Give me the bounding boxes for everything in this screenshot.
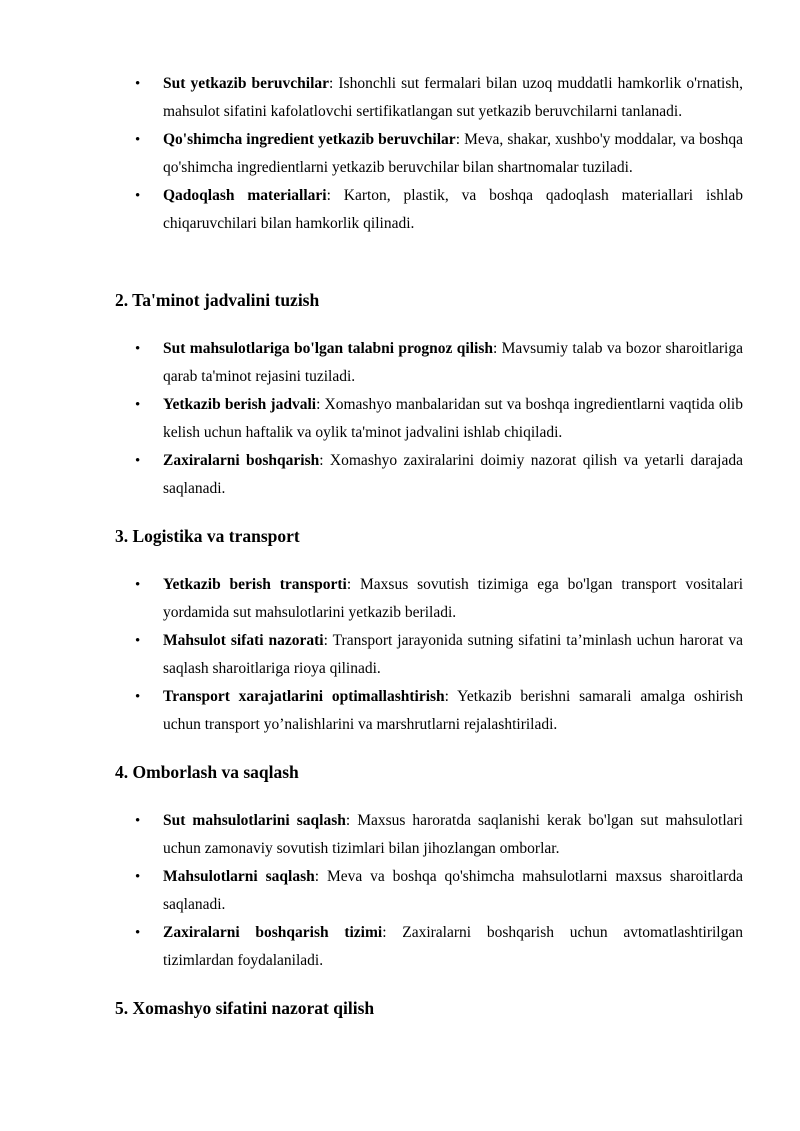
list-item-term: Qo'shimcha ingredient yetkazib beruvchilar <box>163 131 456 148</box>
list-item <box>135 391 743 447</box>
bullet-icon: • <box>135 188 141 204</box>
list-item <box>135 447 743 503</box>
bullet-icon: • <box>135 453 141 469</box>
list-item-text: : Transport jarayonida sutning sifatini ta’minlash uchun harorat va saqlash sharoitlariga rioya qilinadi. <box>163 632 743 677</box>
bullet-icon: • <box>135 689 141 705</box>
list-item-term: Qadoqlash materiallari <box>163 187 327 204</box>
list-item-term: Sut mahsulotlarini saqlash <box>163 812 346 829</box>
bullet-icon: • <box>135 76 141 92</box>
section-heading-2: 2. Ta'minot jadvalini tuzish <box>115 290 320 310</box>
list-item-text: : Maxsus sovutish tizimiga ega bo'lgan transport vositalari yordamida sut mahsulotlarini yetkazib beriladi. <box>163 576 743 621</box>
section-heading-3: 3. Logistika va transport <box>115 526 300 546</box>
list-item <box>135 627 743 683</box>
bullet-icon: • <box>135 869 141 885</box>
list-item-term: Mahsulotlarni saqlash <box>163 868 315 885</box>
bullet-icon: • <box>135 132 141 148</box>
supply-schedule-list <box>135 335 743 503</box>
list-item-term: Yetkazib berish jadvali <box>163 396 317 413</box>
list-item-text: : Mavsumiy talab va bozor sharoitlariga qarab ta'minot rejasini tuziladi. <box>163 340 743 385</box>
bullet-icon: • <box>135 925 141 941</box>
list-item-text: : Zaxiralarni boshqarish uchun avtomatlashtirilgan tizimlardan foydalaniladi. <box>163 924 743 969</box>
list-item <box>135 335 743 391</box>
list-item <box>135 919 743 975</box>
logistics-list <box>135 571 743 739</box>
list-item-term: Sut yetkazib beruvchilar <box>163 75 330 92</box>
list-item <box>135 571 743 627</box>
list-item-text: : Xomashyo manbalaridan sut va boshqa ingredientlarni vaqtida olib kelish uchun haftalik va oylik ta'minot jadvalini ishlab chiqiladi. <box>163 396 743 441</box>
list-item-text: : Meva va boshqa qo'shimcha mahsulotlarni maxsus sharoitlarda saqlanadi. <box>163 868 743 913</box>
list-item <box>135 70 743 126</box>
bullet-icon: • <box>135 813 141 829</box>
bullet-icon: • <box>135 341 141 357</box>
list-item-text: : Meva, shakar, xushbo'y moddalar, va boshqa qo'shimcha ingredientlarni yetkazib beruvchilar bilan shartnomalar tuziladi. <box>163 131 743 176</box>
list-item-term: Mahsulot sifati nazorati <box>163 632 324 649</box>
list-item-text: : Yetkazib berishni samarali amalga oshirish uchun transport yo’nalishlarini va marshrutlarni rejalashtiriladi. <box>163 688 743 733</box>
list-item <box>135 126 743 182</box>
section-heading-4: 4. Omborlash va saqlash <box>115 762 299 782</box>
list-item-term: Zaxiralarni boshqarish tizimi <box>163 924 383 941</box>
list-item-text: : Ishonchli sut fermalari bilan uzoq muddatli hamkorlik o'rnatish, mahsulot sifatini kafolatlovchi sertifikatlangan sut yetkazib beruvchilarni tanlanadi. <box>163 75 743 120</box>
list-item <box>135 683 743 739</box>
list-item <box>135 807 743 863</box>
list-item <box>135 182 743 238</box>
bullet-icon: • <box>135 633 141 649</box>
list-item-term: Yetkazib berish transporti <box>163 576 347 593</box>
list-item-text: : Xomashyo zaxiralarini doimiy nazorat qilish va yetarli darajada saqlanadi. <box>163 452 743 497</box>
storage-list <box>135 807 743 975</box>
list-item-text: : Maxsus haroratda saqlanishi kerak bo'lgan sut mahsulotlari uchun zamonaviy sovutish tizimlari bilan jihozlangan omborlar. <box>163 812 743 857</box>
bullet-icon: • <box>135 577 141 593</box>
list-item <box>135 863 743 919</box>
list-item-term: Transport xarajatlarini optimallashtirish <box>163 688 445 705</box>
section-heading-5: 5. Xomashyo sifatini nazorat qilish <box>115 998 375 1018</box>
supplier-list <box>135 70 743 238</box>
list-item-term: Zaxiralarni boshqarish <box>163 452 320 469</box>
bullet-icon: • <box>135 397 141 413</box>
list-item-term: Sut mahsulotlariga bo'lgan talabni prognoz qilish <box>163 340 493 357</box>
list-item-text: : Karton, plastik, va boshqa qadoqlash materiallari ishlab chiqaruvchilari bilan hamkorlik qilinadi. <box>163 187 743 232</box>
